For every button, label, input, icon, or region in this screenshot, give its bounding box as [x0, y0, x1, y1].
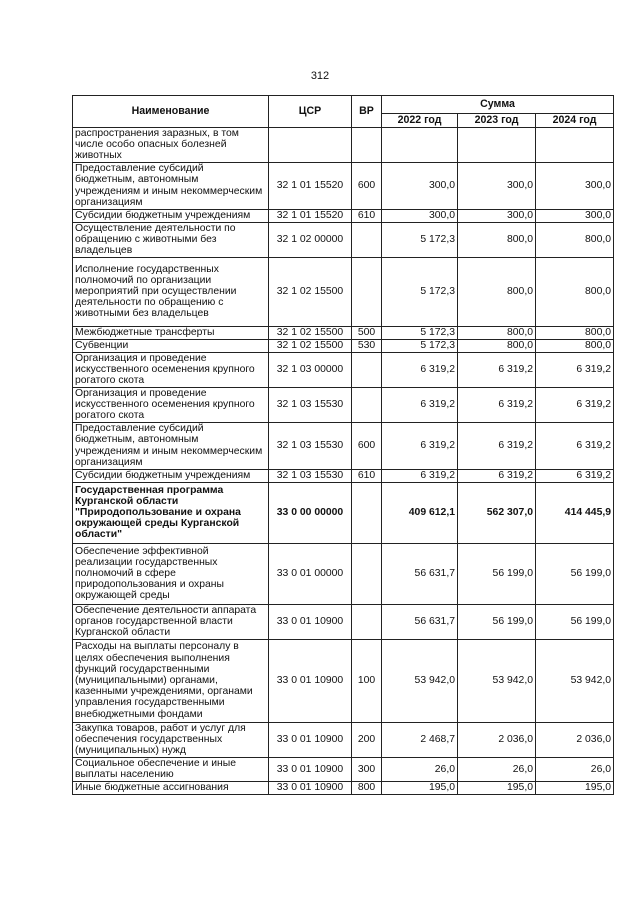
row-vr-cell: 300: [352, 757, 382, 781]
table-row: [73, 482, 614, 543]
row-2023-cell: 6 319,2: [458, 422, 536, 469]
row-vr-cell: 800: [352, 781, 382, 794]
header-year-2024: 2024 год: [536, 114, 614, 128]
row-2024-cell: [536, 128, 614, 163]
row-name-cell: Субсидии бюджетным учреждениям: [73, 209, 269, 222]
row-name-cell: Обеспечение деятельности аппарата органов государственной власти Курганской области: [73, 604, 269, 639]
row-2022-cell: 300,0: [382, 209, 458, 222]
row-name-cell: Государственная программа Курганской области "Природопользование и охрана окружающей среды Курганской области": [73, 482, 269, 543]
row-csr-cell: 33 0 01 10900: [269, 604, 352, 639]
row-csr-cell: 32 1 03 00000: [269, 352, 352, 387]
table-row: [73, 326, 614, 339]
row-vr-cell: [352, 604, 382, 639]
row-2023-cell: 6 319,2: [458, 352, 536, 387]
row-vr-cell: [352, 257, 382, 326]
row-csr-cell: 32 1 01 15520: [269, 162, 352, 209]
table-row: [73, 128, 614, 163]
header-csr: ЦСР: [269, 96, 352, 128]
row-2022-cell: 5 172,3: [382, 222, 458, 257]
table-row: [73, 469, 614, 482]
row-2024-cell: 800,0: [536, 339, 614, 352]
row-name-cell: Организация и проведение искусственного осеменения крупного рогатого скота: [73, 352, 269, 387]
row-vr-cell: [352, 352, 382, 387]
table-row: [73, 781, 614, 794]
header-sum: Сумма: [382, 96, 614, 114]
row-2022-cell: 5 172,3: [382, 326, 458, 339]
row-2022-cell: 6 319,2: [382, 422, 458, 469]
row-2022-cell: 56 631,7: [382, 604, 458, 639]
row-2023-cell: 800,0: [458, 326, 536, 339]
row-vr-cell: 600: [352, 162, 382, 209]
row-2024-cell: 53 942,0: [536, 639, 614, 722]
row-csr-cell: 33 0 01 10900: [269, 639, 352, 722]
row-csr-cell: 33 0 01 00000: [269, 543, 352, 604]
row-vr-cell: [352, 387, 382, 422]
table-row: [73, 222, 614, 257]
row-2024-cell: 26,0: [536, 757, 614, 781]
row-2023-cell: 6 319,2: [458, 469, 536, 482]
row-2022-cell: 6 319,2: [382, 352, 458, 387]
row-csr-cell: 33 0 01 10900: [269, 722, 352, 757]
row-2024-cell: 56 199,0: [536, 543, 614, 604]
row-csr-cell: 32 1 02 00000: [269, 222, 352, 257]
row-name-cell: Закупка товаров, работ и услуг для обеспечения государственных (муниципальных) нужд: [73, 722, 269, 757]
table-row: [73, 722, 614, 757]
row-2022-cell: 6 319,2: [382, 469, 458, 482]
row-2024-cell: 300,0: [536, 209, 614, 222]
row-2022-cell: 2 468,7: [382, 722, 458, 757]
row-2024-cell: 300,0: [536, 162, 614, 209]
table-row: [73, 757, 614, 781]
row-2023-cell: 300,0: [458, 209, 536, 222]
row-2023-cell: 300,0: [458, 162, 536, 209]
table-row: [73, 257, 614, 326]
header-year-2023: 2023 год: [458, 114, 536, 128]
row-2023-cell: 53 942,0: [458, 639, 536, 722]
row-2022-cell: [382, 128, 458, 163]
table-header: [73, 96, 614, 128]
table-row: [73, 339, 614, 352]
row-name-cell: Исполнение государственных полномочий по организации мероприятий при осуществлении деятельности по обращению с животными без владельцев: [73, 257, 269, 326]
row-name-cell: Субсидии бюджетным учреждениям: [73, 469, 269, 482]
row-name-cell: Субвенции: [73, 339, 269, 352]
row-2022-cell: 5 172,3: [382, 339, 458, 352]
row-vr-cell: 600: [352, 422, 382, 469]
row-name-cell: Обеспечение эффективной реализации государственных полномочий в сфере природопользования и охраны окружающей среды: [73, 543, 269, 604]
header-year-2022: 2022 год: [382, 114, 458, 128]
header-vr: ВР: [352, 96, 382, 128]
row-name-cell: распространения заразных, в том числе особо опасных болезней животных: [73, 128, 269, 163]
row-vr-cell: 610: [352, 209, 382, 222]
row-name-cell: Предоставление субсидий бюджетным, автономным учреждениям и иным некоммерческим организациям: [73, 422, 269, 469]
row-2023-cell: 26,0: [458, 757, 536, 781]
row-vr-cell: 500: [352, 326, 382, 339]
row-vr-cell: 610: [352, 469, 382, 482]
row-vr-cell: 100: [352, 639, 382, 722]
row-2024-cell: 6 319,2: [536, 422, 614, 469]
table-row: [73, 209, 614, 222]
table-row: [73, 162, 614, 209]
row-2022-cell: 56 631,7: [382, 543, 458, 604]
row-2022-cell: 6 319,2: [382, 387, 458, 422]
row-name-cell: Организация и проведение искусственного осеменения крупного рогатого скота: [73, 387, 269, 422]
row-2024-cell: 800,0: [536, 326, 614, 339]
row-vr-cell: [352, 543, 382, 604]
row-name-cell: Осуществление деятельности по обращению с животными без владельцев: [73, 222, 269, 257]
row-2023-cell: [458, 128, 536, 163]
table-row: [73, 639, 614, 722]
row-csr-cell: 32 1 02 15500: [269, 257, 352, 326]
header-name: Наименование: [73, 96, 269, 128]
row-csr-cell: 32 1 02 15500: [269, 326, 352, 339]
row-2023-cell: 6 319,2: [458, 387, 536, 422]
row-csr-cell: 32 1 03 15530: [269, 387, 352, 422]
row-vr-cell: 530: [352, 339, 382, 352]
row-2023-cell: 56 199,0: [458, 604, 536, 639]
row-name-cell: Расходы на выплаты персоналу в целях обеспечения выполнения функций государственными (муниципальными) органами, казенными учреждениями, органами управления государственными внебюджетными фондами: [73, 639, 269, 722]
row-csr-cell: 32 1 03 15530: [269, 469, 352, 482]
row-name-cell: Иные бюджетные ассигнования: [73, 781, 269, 794]
table-row: [73, 387, 614, 422]
table-row: [73, 422, 614, 469]
page-number: 312: [310, 70, 330, 82]
row-2023-cell: 800,0: [458, 222, 536, 257]
row-vr-cell: [352, 128, 382, 163]
row-2024-cell: 800,0: [536, 222, 614, 257]
table-row: [73, 352, 614, 387]
row-2024-cell: 414 445,9: [536, 482, 614, 543]
row-2023-cell: 800,0: [458, 339, 536, 352]
row-2022-cell: 5 172,3: [382, 257, 458, 326]
row-2023-cell: 2 036,0: [458, 722, 536, 757]
row-csr-cell: 33 0 00 00000: [269, 482, 352, 543]
row-2022-cell: 26,0: [382, 757, 458, 781]
row-vr-cell: [352, 482, 382, 543]
table-row: [73, 543, 614, 604]
row-2022-cell: 195,0: [382, 781, 458, 794]
row-name-cell: Предоставление субсидий бюджетным, автономным учреждениям и иным некоммерческим организациям: [73, 162, 269, 209]
row-2024-cell: 56 199,0: [536, 604, 614, 639]
row-vr-cell: [352, 222, 382, 257]
row-csr-cell: 32 1 02 15500: [269, 339, 352, 352]
row-2024-cell: 800,0: [536, 257, 614, 326]
row-csr-cell: 32 1 03 15530: [269, 422, 352, 469]
row-csr-cell: 33 0 01 10900: [269, 757, 352, 781]
row-vr-cell: 200: [352, 722, 382, 757]
row-2024-cell: 2 036,0: [536, 722, 614, 757]
row-csr-cell: 32 1 01 15520: [269, 209, 352, 222]
row-2023-cell: 195,0: [458, 781, 536, 794]
row-name-cell: Межбюджетные трансферты: [73, 326, 269, 339]
row-2022-cell: 409 612,1: [382, 482, 458, 543]
budget-table: [72, 95, 614, 795]
table-body: [73, 128, 614, 795]
row-2022-cell: 300,0: [382, 162, 458, 209]
row-name-cell: Социальное обеспечение и иные выплаты населению: [73, 757, 269, 781]
row-2023-cell: 800,0: [458, 257, 536, 326]
table-row: [73, 604, 614, 639]
row-2023-cell: 562 307,0: [458, 482, 536, 543]
row-csr-cell: 33 0 01 10900: [269, 781, 352, 794]
row-2024-cell: 195,0: [536, 781, 614, 794]
row-2022-cell: 53 942,0: [382, 639, 458, 722]
row-2024-cell: 6 319,2: [536, 387, 614, 422]
row-2024-cell: 6 319,2: [536, 469, 614, 482]
row-2024-cell: 6 319,2: [536, 352, 614, 387]
row-2023-cell: 56 199,0: [458, 543, 536, 604]
row-csr-cell: [269, 128, 352, 163]
